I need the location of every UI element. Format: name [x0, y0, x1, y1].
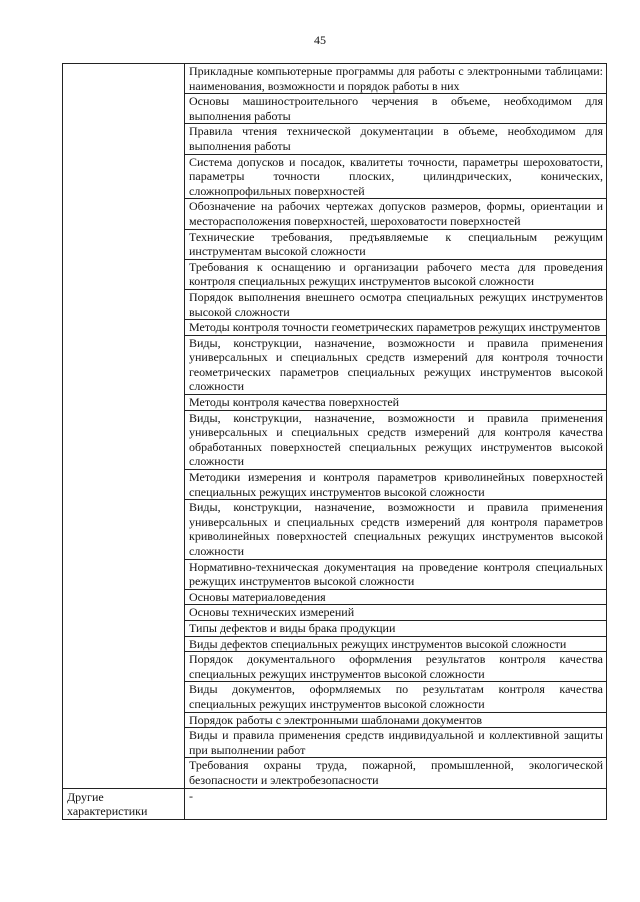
- knowledge-item: Нормативно-техническая документация на проведение контроля специальных режущих инструментов высокой сложности: [185, 559, 607, 589]
- knowledge-item: Виды документов, оформляемых по результатам контроля качества специальных режущих инструментов высокой сложности: [185, 682, 607, 712]
- knowledge-item: Правила чтения технической документации в объеме, необходимом для выполнения работы: [185, 124, 607, 154]
- knowledge-item: Виды, конструкции, назначение, возможности и правила применения универсальных и специальных средств измерений для контроля качества обработанных поверхностей специальных режущих инструментов высокой сложности: [185, 410, 607, 469]
- knowledge-table: [62, 63, 607, 820]
- knowledge-item: Требования к оснащению и организации рабочего места для проведения контроля специальных режущих инструментов высокой сложности: [185, 259, 607, 289]
- knowledge-item: Основы технических измерений: [185, 605, 607, 621]
- other-characteristics-label: Другие характеристики: [63, 788, 185, 819]
- knowledge-item: Виды, конструкции, назначение, возможности и правила применения универсальных и специальных средств измерений для контроля точности геометрических параметров специальных режущих инструментов высокой сложности: [185, 335, 607, 394]
- knowledge-item: Порядок документального оформления результатов контроля качества специальных режущих инструментов высокой сложности: [185, 652, 607, 682]
- knowledge-item: Система допусков и посадок, квалитеты точности, параметры шероховатости, параметры точности плоских, цилиндрических, конических, сложнопрофильных поверхностей: [185, 154, 607, 199]
- knowledge-item: Методики измерения и контроля параметров криволинейных поверхностей специальных режущих инструментов высокой сложности: [185, 470, 607, 500]
- knowledge-item: Прикладные компьютерные программы для работы с электронными таблицами: наименования, возможности и порядок работы в них: [185, 64, 607, 94]
- knowledge-item: Методы контроля качества поверхностей: [185, 395, 607, 411]
- knowledge-item: Виды и правила применения средств индивидуальной и коллективной защиты при выполнении работ: [185, 728, 607, 758]
- knowledge-item: Обозначение на рабочих чертежах допусков размеров, формы, ориентации и месторасположения поверхностей, шероховатости поверхностей: [185, 199, 607, 229]
- knowledge-item: Виды дефектов специальных режущих инструментов высокой сложности: [185, 636, 607, 652]
- knowledge-item: Виды, конструкции, назначение, возможности и правила применения универсальных и специальных средств измерений для контроля параметров криволинейных поверхностей специальных режущих инструментов высокой сложности: [185, 500, 607, 559]
- table-row: [63, 64, 607, 94]
- knowledge-item: Технические требования, предъявляемые к специальным режущим инструментам высокой сложности: [185, 229, 607, 259]
- knowledge-item: Основы материаловедения: [185, 589, 607, 605]
- knowledge-item: Основы машиностроительного черчения в объеме, необходимом для выполнения работы: [185, 94, 607, 124]
- knowledge-item: Порядок выполнения внешнего осмотра специальных режущих инструментов высокой сложности: [185, 289, 607, 319]
- knowledge-item: Типы дефектов и виды брака продукции: [185, 620, 607, 636]
- other-characteristics-value: -: [185, 788, 607, 819]
- required-knowledge-label-cell: [63, 64, 185, 789]
- knowledge-item: Методы контроля точности геометрических параметров режущих инструментов: [185, 320, 607, 336]
- knowledge-item: Требования охраны труда, пожарной, промышленной, экологической безопасности и электробезопасности: [185, 758, 607, 788]
- page-number: 45: [314, 33, 326, 47]
- table-row: [63, 788, 607, 819]
- knowledge-item: Порядок работы с электронными шаблонами документов: [185, 712, 607, 728]
